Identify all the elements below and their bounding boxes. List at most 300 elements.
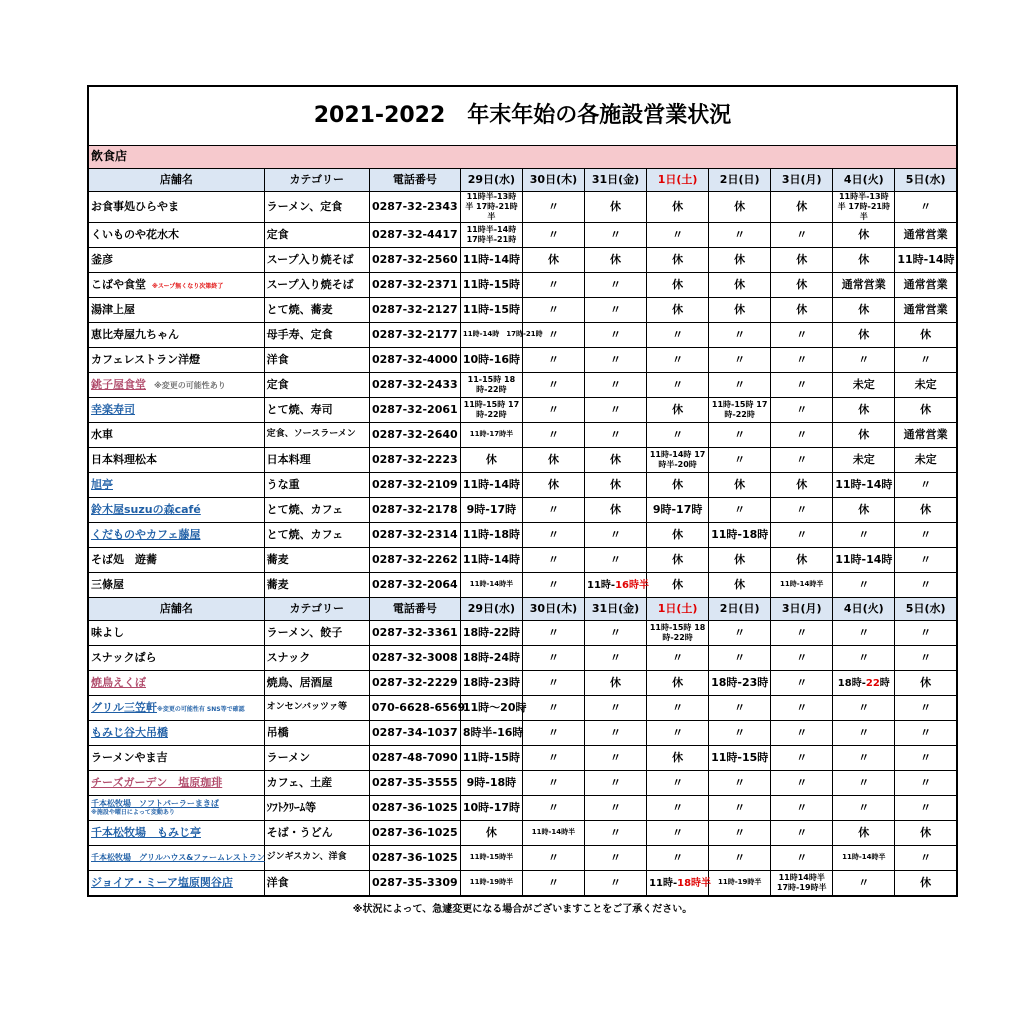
day-hours: 〃 [709, 423, 771, 448]
day-hours: 〃 [833, 771, 895, 796]
day-hours: 休 [647, 473, 709, 498]
day-hours: 休 [709, 298, 771, 323]
column-header: 30日(木) [522, 169, 584, 192]
column-header: 3日(月) [771, 169, 833, 192]
header-row [88, 598, 957, 621]
shop-phone: 0287-32-2560 [369, 248, 460, 273]
day-hours: 11時-14時 [460, 473, 522, 498]
shop-name[interactable]: 焼鳥えくぼ [88, 671, 264, 696]
day-hours: 11時-14時 [460, 548, 522, 573]
shop-phone: 0287-32-2262 [369, 548, 460, 573]
restaurant-row [88, 448, 957, 473]
day-hours: 〃 [709, 621, 771, 646]
day-hours: 通常営業 [895, 423, 957, 448]
day-hours: 11時-15時 18時-22時 [647, 621, 709, 646]
day-hours: 休 [709, 473, 771, 498]
day-hours: 〃 [771, 771, 833, 796]
day-hours: 〃 [709, 498, 771, 523]
day-hours: 休 [585, 498, 647, 523]
day-hours: 休 [895, 821, 957, 846]
day-hours: 〃 [709, 223, 771, 248]
day-hours: 〃 [585, 523, 647, 548]
day-hours: 〃 [895, 473, 957, 498]
day-hours: 〃 [647, 323, 709, 348]
day-hours: 休 [647, 573, 709, 598]
day-hours: 〃 [522, 746, 584, 771]
day-hours: 〃 [585, 771, 647, 796]
day-hours: 11時-14時半 [460, 573, 522, 598]
shop-category: ラーメン、定食 [264, 192, 369, 223]
day-hours: 11時-17時半 [460, 423, 522, 448]
day-hours: 〃 [895, 746, 957, 771]
day-hours: 11時14時半 17時-19時半 [771, 871, 833, 897]
column-header: 2日(日) [709, 598, 771, 621]
day-hours: 通常営業 [895, 298, 957, 323]
shop-name[interactable]: 銚子屋食堂 ※変更の可能性あり [88, 373, 264, 398]
facility-row [88, 646, 957, 671]
day-hours: 〃 [585, 223, 647, 248]
day-hours: 休 [771, 298, 833, 323]
shop-category: 定食、ソースラーメン [264, 423, 369, 448]
shop-name[interactable]: 千本松牧場 グリルハウス&ファームレストラン [88, 846, 264, 871]
day-hours: 〃 [895, 548, 957, 573]
shop-name: 水車 [88, 423, 264, 448]
day-hours: 〃 [771, 498, 833, 523]
day-hours: 〃 [833, 646, 895, 671]
day-hours: 10時-16時 [460, 348, 522, 373]
column-header: 31日(金) [585, 169, 647, 192]
footer-note: ※状況によって、急遽変更になる場合がございますことをご了承ください。 [352, 904, 693, 915]
restaurant-row [88, 248, 957, 273]
day-hours: 〃 [522, 423, 584, 448]
facility-row [88, 871, 957, 897]
day-hours: 11時-16時半 [585, 573, 647, 598]
shop-category: 焼鳥、居酒屋 [264, 671, 369, 696]
day-hours: 休 [895, 671, 957, 696]
day-hours: 11時-15時 [460, 746, 522, 771]
day-hours: 休 [522, 448, 584, 473]
restaurant-row [88, 373, 957, 398]
shop-name[interactable]: チーズガーデン 塩原珈琲 [88, 771, 264, 796]
day-hours: 18時-22時 [833, 671, 895, 696]
day-hours: 11時-15時半 [460, 846, 522, 871]
day-hours: 〃 [771, 523, 833, 548]
restaurant-row [88, 573, 957, 598]
day-hours: 11時-14時半 [833, 846, 895, 871]
day-hours: 休 [771, 473, 833, 498]
day-hours: 〃 [585, 373, 647, 398]
day-hours: 〃 [647, 771, 709, 796]
schedule-table [87, 85, 958, 897]
shop-phone: 0287-32-2343 [369, 192, 460, 223]
restaurant-row [88, 523, 957, 548]
day-hours: 〃 [585, 273, 647, 298]
day-hours: 〃 [522, 298, 584, 323]
day-hours: 〃 [771, 348, 833, 373]
day-hours: 〃 [895, 696, 957, 721]
day-hours: 〃 [522, 696, 584, 721]
shop-name: スナックぱら [88, 646, 264, 671]
day-hours: 休 [833, 821, 895, 846]
day-hours: 18時-23時 [709, 671, 771, 696]
column-header: 店舗名 [88, 598, 264, 621]
day-hours: 〃 [771, 398, 833, 423]
day-hours: 休 [771, 548, 833, 573]
column-header: 電話番号 [369, 169, 460, 192]
day-hours: 11時半-14時 17時半-21時 [460, 223, 522, 248]
day-hours: 休 [522, 248, 584, 273]
day-hours: 〃 [895, 846, 957, 871]
day-hours: 〃 [895, 523, 957, 548]
day-hours: 〃 [647, 696, 709, 721]
facility-row [88, 746, 957, 771]
day-hours: 休 [460, 448, 522, 473]
shop-phone: 0287-32-2178 [369, 498, 460, 523]
shop-category: 母手寿、定食 [264, 323, 369, 348]
day-hours: 〃 [585, 323, 647, 348]
day-hours: 〃 [647, 348, 709, 373]
day-hours: 〃 [709, 323, 771, 348]
page-title: 2021-2022 年末年始の各施設営業状況 [88, 86, 957, 146]
day-hours: 〃 [709, 821, 771, 846]
facility-row [88, 721, 957, 746]
day-hours: 〃 [895, 796, 957, 821]
column-header: カテゴリー [264, 598, 369, 621]
day-hours: 未定 [833, 373, 895, 398]
day-hours: 休 [647, 746, 709, 771]
day-hours: 休 [833, 223, 895, 248]
day-hours: 〃 [771, 448, 833, 473]
shop-name: 三條屋 [88, 573, 264, 598]
day-hours: 〃 [833, 696, 895, 721]
day-hours: 〃 [709, 771, 771, 796]
shop-category: そば・うどん [264, 821, 369, 846]
shop-name[interactable]: 幸楽寿司 [88, 398, 264, 423]
facility-row [88, 821, 957, 846]
shop-category: ジンギスカン、洋食 [264, 846, 369, 871]
shop-phone: 0287-32-2433 [369, 373, 460, 398]
shop-category: スープ入り焼そば [264, 248, 369, 273]
day-hours: 11時-14時 [460, 248, 522, 273]
day-hours: 18時-24時 [460, 646, 522, 671]
day-hours: 〃 [647, 721, 709, 746]
section-label: 飲食店 [88, 146, 957, 169]
day-hours: 〃 [585, 846, 647, 871]
day-hours: 休 [895, 498, 957, 523]
day-hours: 11時半-13時半 17時-21時半 [460, 192, 522, 223]
day-hours: 〃 [709, 721, 771, 746]
day-hours: 11時-15時 [460, 273, 522, 298]
day-hours: 休 [647, 671, 709, 696]
day-hours: 〃 [522, 223, 584, 248]
restaurant-row [88, 548, 957, 573]
day-hours: 〃 [771, 796, 833, 821]
day-hours: 未定 [895, 373, 957, 398]
day-hours: 〃 [709, 646, 771, 671]
shop-name[interactable]: もみじ谷大吊橋 [88, 721, 264, 746]
day-hours: 〃 [585, 348, 647, 373]
day-hours: 〃 [709, 796, 771, 821]
day-hours: 〃 [585, 871, 647, 897]
day-hours: 〃 [771, 223, 833, 248]
shop-name: 日本料理松本 [88, 448, 264, 473]
shop-category: 日本料理 [264, 448, 369, 473]
shop-phone: 0287-48-7090 [369, 746, 460, 771]
day-hours: 〃 [709, 373, 771, 398]
shop-category: ラーメン [264, 746, 369, 771]
shop-category: ラーメン、餃子 [264, 621, 369, 646]
facility-row [88, 696, 957, 721]
shop-name: そば処 遊蕎 [88, 548, 264, 573]
day-hours: 11時-19時半 [460, 871, 522, 897]
day-hours: 〃 [771, 696, 833, 721]
day-hours: 〃 [522, 323, 584, 348]
day-hours: 休 [460, 821, 522, 846]
day-hours: 〃 [771, 821, 833, 846]
day-hours: 休 [522, 473, 584, 498]
column-header: 1日(土) [647, 169, 709, 192]
day-hours: 休 [709, 548, 771, 573]
day-hours: 11時-18時 [460, 523, 522, 548]
facility-row [88, 796, 957, 821]
day-hours: 〃 [585, 821, 647, 846]
shop-category: 蕎麦 [264, 573, 369, 598]
shop-phone: 0287-32-3008 [369, 646, 460, 671]
day-hours: 休 [833, 423, 895, 448]
shop-name: 釜彦 [88, 248, 264, 273]
column-header: 30日(木) [522, 598, 584, 621]
column-header: 31日(金) [585, 598, 647, 621]
day-hours: 11時-19時半 [709, 871, 771, 897]
shop-phone: 0287-32-2314 [369, 523, 460, 548]
shop-name[interactable]: 鈴木屋suzuの森café [88, 498, 264, 523]
day-hours: 休 [585, 448, 647, 473]
day-hours: 〃 [771, 671, 833, 696]
shop-phone: 0287-36-1025 [369, 821, 460, 846]
day-hours: 〃 [522, 871, 584, 897]
day-hours: 〃 [522, 273, 584, 298]
column-header: 5日(水) [895, 169, 957, 192]
day-hours: 11時-14時 [833, 548, 895, 573]
day-hours: 〃 [833, 621, 895, 646]
header-row [88, 169, 957, 192]
restaurant-row [88, 498, 957, 523]
day-hours: 〃 [709, 348, 771, 373]
shop-name: ラーメンやま吉 [88, 746, 264, 771]
shop-category: スープ入り焼そば [264, 273, 369, 298]
day-hours: 休 [709, 248, 771, 273]
day-hours: 休 [771, 273, 833, 298]
day-hours: 11時半-13時半 17時-21時半 [833, 192, 895, 223]
day-hours: 〃 [833, 523, 895, 548]
day-hours: 〃 [585, 696, 647, 721]
shop-phone: 0287-35-3309 [369, 871, 460, 897]
shop-phone: 0287-32-4000 [369, 348, 460, 373]
day-hours: 〃 [895, 621, 957, 646]
shop-category: とて焼、カフェ [264, 498, 369, 523]
day-hours: 〃 [771, 423, 833, 448]
shop-name[interactable]: 千本松牧場 ソフトパーラーまきば ※施設や曜日によって変動あり [88, 796, 264, 821]
day-hours: 〃 [709, 846, 771, 871]
day-hours: 〃 [647, 646, 709, 671]
shop-category: 定食 [264, 223, 369, 248]
shop-phone: 0287-34-1037 [369, 721, 460, 746]
day-hours: 未定 [895, 448, 957, 473]
day-hours: 休 [585, 473, 647, 498]
day-hours: 休 [833, 298, 895, 323]
shop-phone: 0287-32-2229 [369, 671, 460, 696]
facility-row [88, 846, 957, 871]
day-hours: 〃 [522, 192, 584, 223]
day-hours: 〃 [771, 646, 833, 671]
day-hours: 〃 [585, 796, 647, 821]
column-header: カテゴリー [264, 169, 369, 192]
facility-row [88, 671, 957, 696]
shop-phone: 0287-36-1025 [369, 796, 460, 821]
day-hours: 休 [647, 523, 709, 548]
day-hours: 休 [895, 398, 957, 423]
shop-name[interactable]: くだものやカフェ藤屋 [88, 523, 264, 548]
day-hours: 〃 [585, 423, 647, 448]
day-hours: 〃 [647, 846, 709, 871]
day-hours: 休 [833, 323, 895, 348]
day-hours: 休 [833, 248, 895, 273]
day-hours: 11時-14時 [833, 473, 895, 498]
day-hours: 11時-18時 [709, 523, 771, 548]
day-hours: 〃 [647, 223, 709, 248]
day-hours: 〃 [522, 796, 584, 821]
shop-name[interactable]: 旭亭 [88, 473, 264, 498]
day-hours: 休 [895, 323, 957, 348]
day-hours: 〃 [771, 621, 833, 646]
facility-row [88, 621, 957, 646]
shop-note: ※変更の可能性あり [154, 380, 226, 390]
day-hours: 〃 [833, 796, 895, 821]
shop-phone: 0287-32-3361 [369, 621, 460, 646]
column-header: 電話番号 [369, 598, 460, 621]
day-hours: 11時-18時半 [647, 871, 709, 897]
day-hours: 〃 [833, 348, 895, 373]
column-header: 4日(火) [833, 598, 895, 621]
restaurant-row [88, 273, 957, 298]
day-hours: 9時-17時 [647, 498, 709, 523]
day-hours: 休 [647, 273, 709, 298]
day-hours: 〃 [522, 573, 584, 598]
day-hours: 休 [709, 192, 771, 223]
shop-name[interactable]: 千本松牧場 もみじ亭 [88, 821, 264, 846]
shop-category: 蕎麦 [264, 548, 369, 573]
shop-name: カフェレストラン洋燈 [88, 348, 264, 373]
day-hours: 〃 [647, 821, 709, 846]
day-hours: 〃 [522, 498, 584, 523]
day-hours: 〃 [647, 796, 709, 821]
restaurant-row [88, 192, 957, 223]
day-hours: 休 [833, 398, 895, 423]
shop-category: 定食 [264, 373, 369, 398]
day-hours: 〃 [522, 398, 584, 423]
day-hours: 11時-15時 [460, 298, 522, 323]
day-hours: 未定 [833, 448, 895, 473]
restaurant-row [88, 473, 957, 498]
shop-phone: 0287-32-2109 [369, 473, 460, 498]
shop-category: とて焼、寿司 [264, 398, 369, 423]
day-hours: 11時-14時 17時-21時 [460, 323, 522, 348]
shop-category: 洋食 [264, 871, 369, 897]
day-hours: 〃 [709, 696, 771, 721]
day-hours: 休 [585, 192, 647, 223]
day-hours: 11-15時 18時-22時 [460, 373, 522, 398]
shop-phone: 0287-32-4417 [369, 223, 460, 248]
day-hours: 〃 [522, 721, 584, 746]
schedule-body [88, 86, 957, 896]
day-hours: 休 [771, 248, 833, 273]
day-hours: 〃 [522, 646, 584, 671]
day-hours: 〃 [585, 298, 647, 323]
day-hours: 休 [647, 248, 709, 273]
shop-category: オンセンバッツァ等 [264, 696, 369, 721]
shop-name[interactable]: ジョイア・ミーア塩原関谷店 [88, 871, 264, 897]
day-hours: 11時-14時半 [771, 573, 833, 598]
day-hours: 〃 [833, 871, 895, 897]
facility-row [88, 771, 957, 796]
day-hours: 18時-22時 [460, 621, 522, 646]
column-header: 1日(土) [647, 598, 709, 621]
restaurant-row [88, 348, 957, 373]
day-hours: 10時-17時 [460, 796, 522, 821]
shop-phone: 0287-35-3555 [369, 771, 460, 796]
day-hours: 休 [647, 298, 709, 323]
column-header: 29日(水) [460, 598, 522, 621]
shop-phone: 0287-32-2223 [369, 448, 460, 473]
shop-name: 恵比寿屋九ちゃん [88, 323, 264, 348]
day-hours: 11時-15時 17時-22時 [709, 398, 771, 423]
day-hours: 8時半-16時 [460, 721, 522, 746]
day-hours: 休 [585, 671, 647, 696]
day-hours: 9時-18時 [460, 771, 522, 796]
day-hours: 休 [647, 548, 709, 573]
day-hours: 休 [585, 248, 647, 273]
day-hours: 〃 [833, 721, 895, 746]
day-hours: 〃 [895, 192, 957, 223]
shop-category: カフェ、土産 [264, 771, 369, 796]
day-hours: 11時-14時 [895, 248, 957, 273]
day-hours: 〃 [771, 323, 833, 348]
shop-category: 吊橋 [264, 721, 369, 746]
shop-category: うな重 [264, 473, 369, 498]
shop-phone: 0287-32-2371 [369, 273, 460, 298]
shop-category: 洋食 [264, 348, 369, 373]
day-hours: 9時-17時 [460, 498, 522, 523]
shop-phone: 070-6628-6569 [369, 696, 460, 721]
day-hours: 〃 [833, 746, 895, 771]
day-hours: 休 [771, 192, 833, 223]
shop-name[interactable]: グリル三笠軒※変更の可能性有 SNS等で確認 [88, 696, 264, 721]
day-hours: 〃 [895, 721, 957, 746]
day-hours: 休 [647, 192, 709, 223]
schedule-sheet [87, 85, 958, 915]
shop-phone: 0287-32-2127 [369, 298, 460, 323]
shop-category: とて焼、蕎麦 [264, 298, 369, 323]
day-hours: 11時〜20時 [460, 696, 522, 721]
day-hours: 18時-23時 [460, 671, 522, 696]
day-hours: 〃 [522, 771, 584, 796]
shop-note: ※スープ無くなり次第終了 [152, 282, 224, 290]
day-hours: 〃 [895, 646, 957, 671]
day-hours: 〃 [709, 448, 771, 473]
day-hours: 11時-15時 17時-22時 [460, 398, 522, 423]
shop-phone: 0287-32-2061 [369, 398, 460, 423]
shop-category: ｿﾌﾄｸﾘｰﾑ等 [264, 796, 369, 821]
